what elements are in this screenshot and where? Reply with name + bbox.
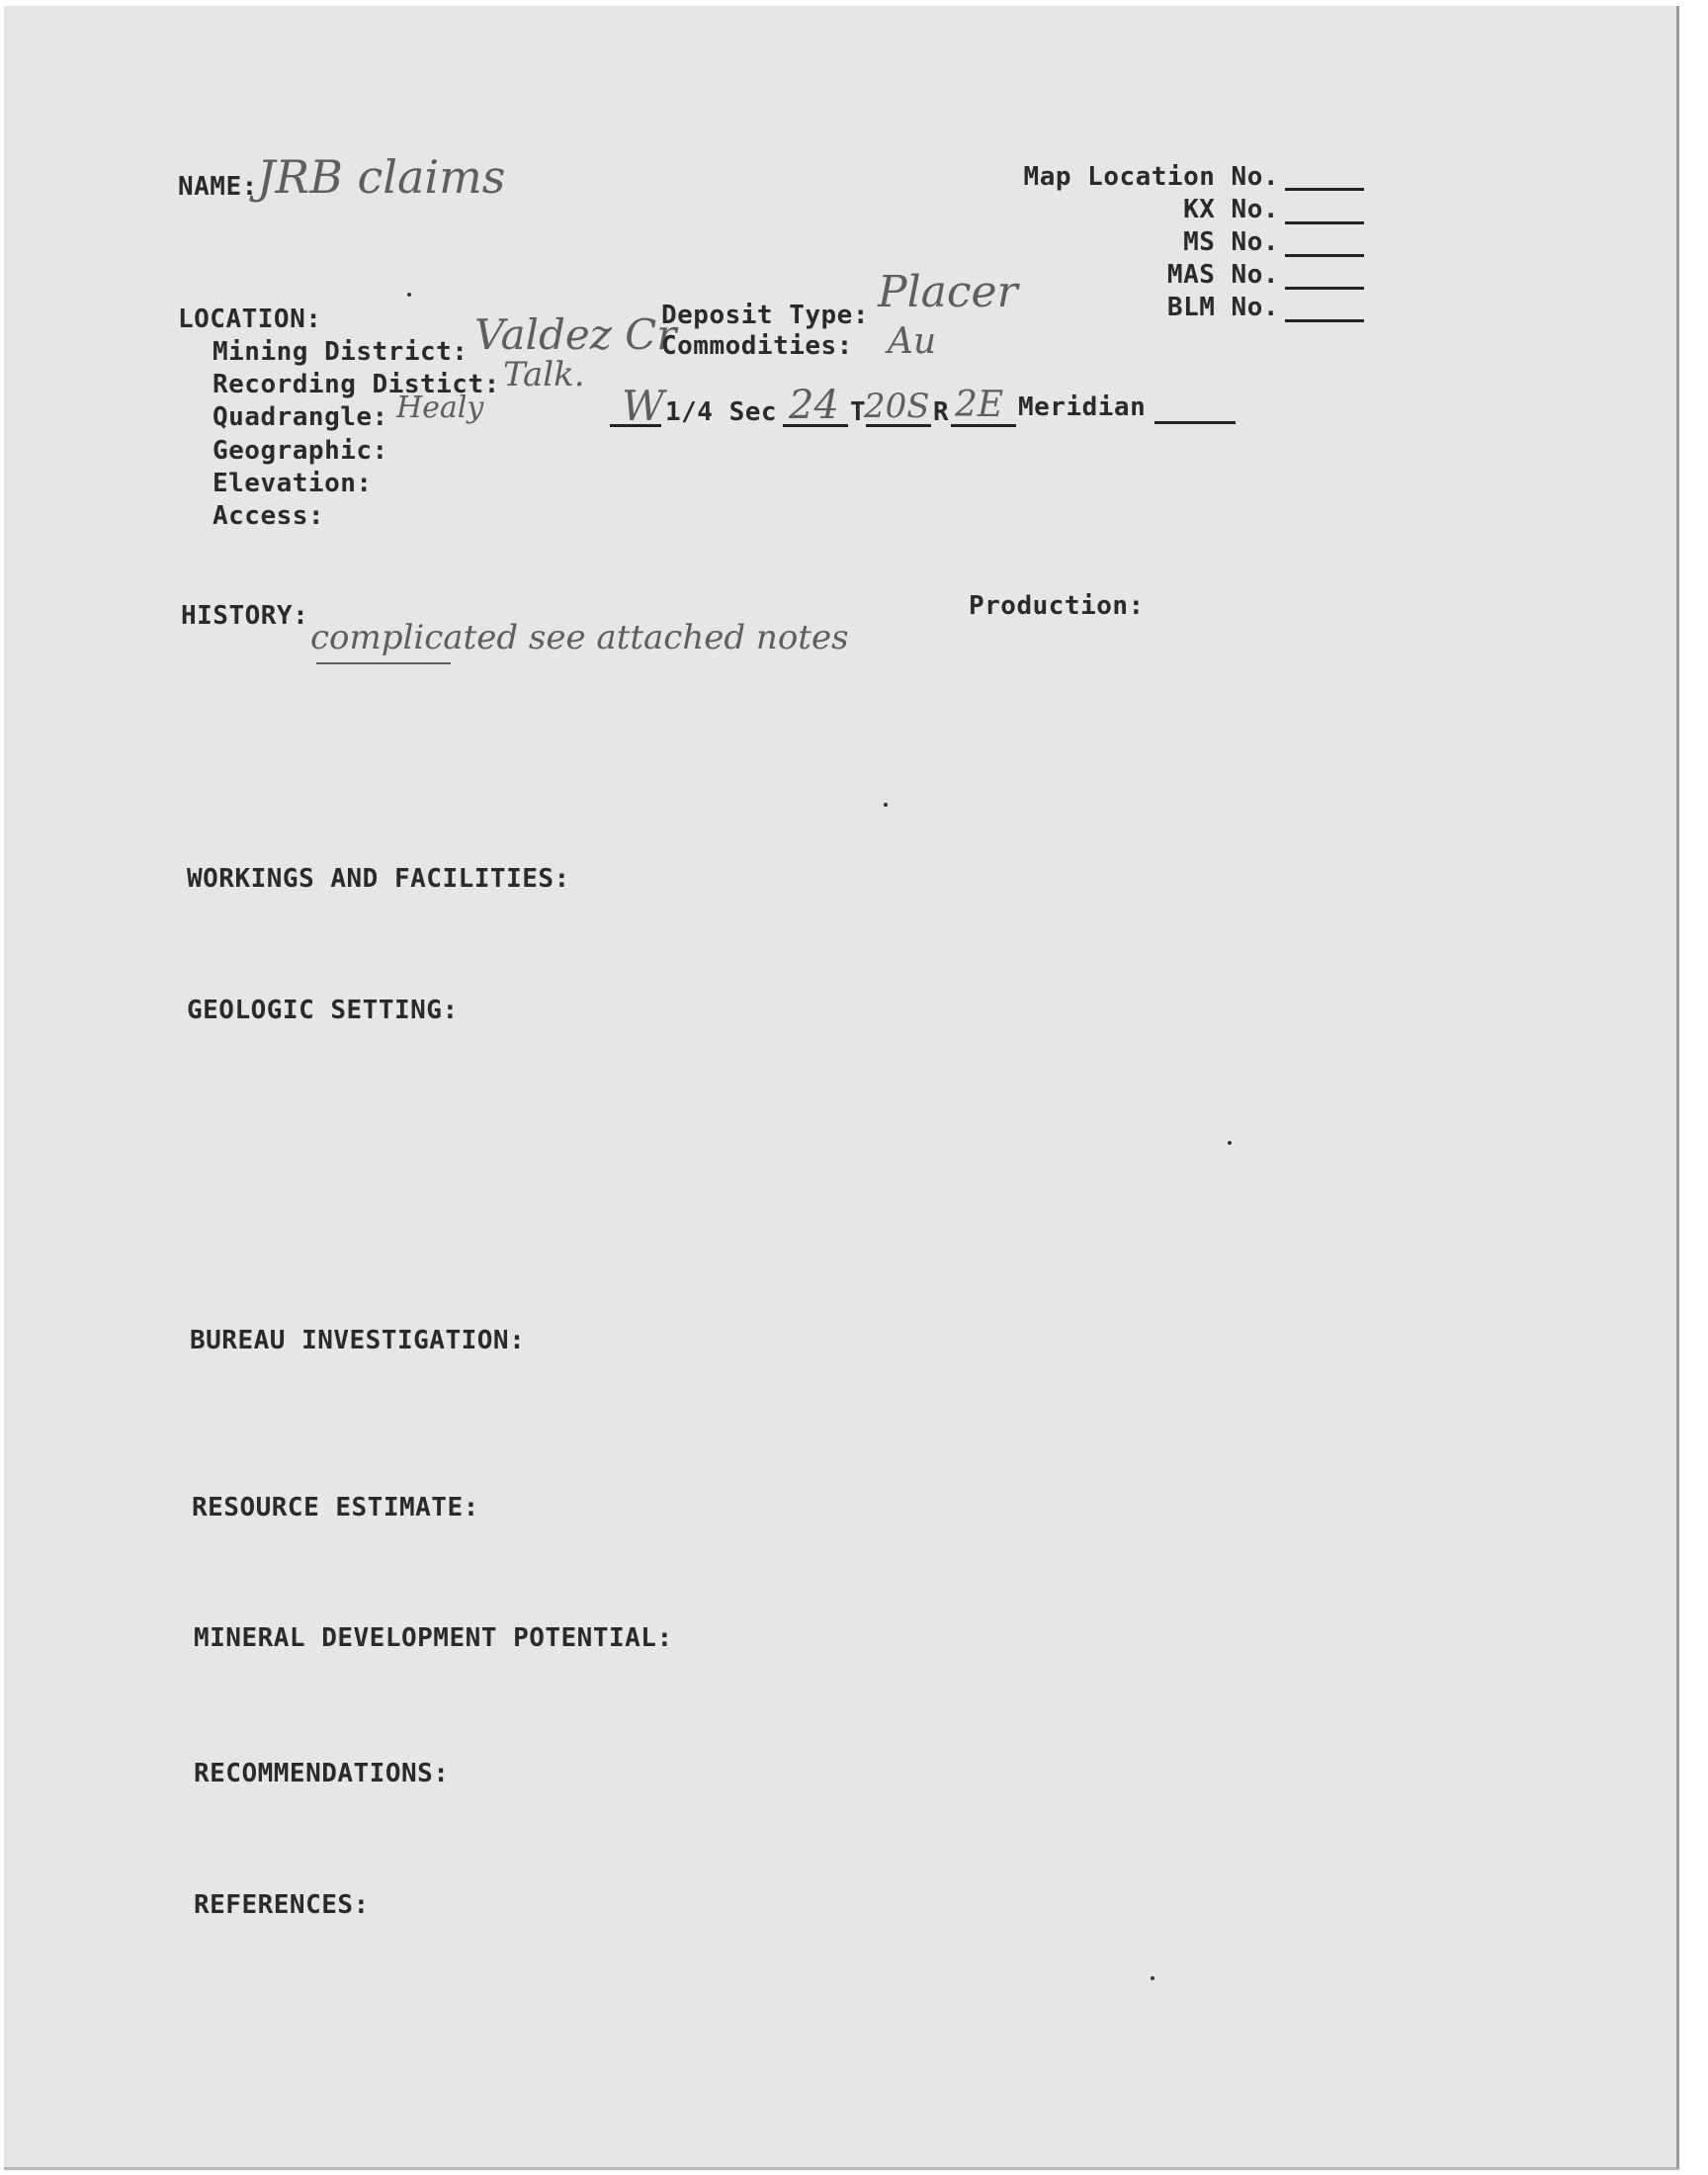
meridian-label: Meridian [1018, 392, 1147, 422]
township-label: T [850, 397, 867, 427]
range-label: R [933, 397, 950, 427]
history-underline [316, 662, 451, 664]
recommendations-heading: RECOMMENDATIONS: [194, 1759, 450, 1788]
elevation-label: Elevation: [213, 469, 373, 498]
quarter-value: W [622, 382, 665, 430]
name-label: NAME: [178, 172, 258, 202]
range-field [951, 424, 1016, 427]
commodities-value: Au [888, 321, 937, 362]
scan-speck [1151, 1976, 1154, 1980]
recording-district-value: Talk. [503, 355, 585, 394]
production-label: Production: [969, 591, 1145, 621]
resource-heading: RESOURCE ESTIMATE: [192, 1493, 479, 1522]
mining-district-label: Mining District: [213, 337, 469, 367]
quarter-field [610, 424, 661, 427]
mas-field [1285, 287, 1364, 290]
blm-field [1285, 319, 1364, 322]
quadrangle-label: Quadrangle: [213, 402, 388, 432]
ms-field [1285, 254, 1364, 257]
references-heading: REFERENCES: [194, 1890, 370, 1920]
quarter-label: 1/4 Sec [665, 397, 778, 427]
history-value: complicated see attached notes [310, 618, 849, 657]
deposit-type-label: Deposit Type: [661, 301, 869, 330]
map-location-field [1285, 188, 1364, 191]
workings-heading: WORKINGS AND FACILITIES: [187, 864, 570, 894]
section-field [783, 424, 848, 427]
mining-district-value: Valdez Cr [474, 310, 677, 359]
geologic-heading: GEOLOGIC SETTING: [187, 996, 459, 1025]
scan-speck [407, 293, 411, 297]
name-value: JRB claims [257, 150, 506, 204]
quadrangle-value: Healy [396, 391, 484, 425]
ms-label: MS No. [1183, 227, 1279, 257]
commodities-label: Commodities: [661, 331, 853, 361]
mineral-heading: MINERAL DEVELOPMENT POTENTIAL: [194, 1623, 673, 1653]
form-sheet [4, 6, 1679, 2170]
kx-label: KX No. [1183, 195, 1279, 224]
location-label: LOCATION: [178, 304, 322, 334]
geographic-label: Geographic: [213, 436, 388, 466]
deposit-type-value: Placer [878, 267, 1018, 317]
history-label: HISTORY: [181, 601, 309, 631]
bureau-heading: BUREAU INVESTIGATION: [190, 1326, 526, 1355]
range-value: 2E [955, 385, 1004, 425]
recording-district-label: Recording Distict: [213, 370, 500, 399]
access-label: Access: [213, 501, 325, 531]
mas-label: MAS No. [1166, 260, 1279, 290]
map-location-label: Map Location No. [1023, 162, 1279, 192]
scan-speck [884, 803, 888, 807]
kx-field [1285, 221, 1364, 224]
township-value: 20S [864, 387, 930, 426]
meridian-field [1154, 421, 1236, 424]
blm-label: BLM No. [1166, 293, 1279, 322]
scan-speck [1228, 1141, 1232, 1145]
township-field [866, 424, 931, 427]
section-value: 24 [789, 383, 839, 428]
